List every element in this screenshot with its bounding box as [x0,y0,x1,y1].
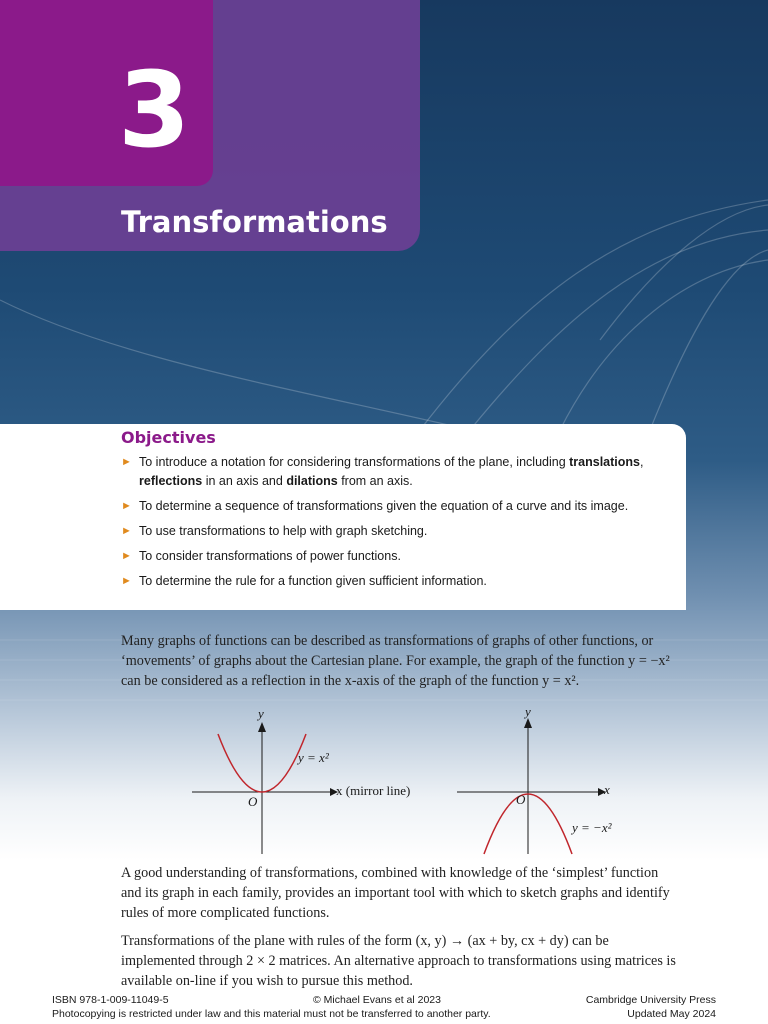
footer-isbn: ISBN 978-1-009-11049-5 [52,994,169,1006]
page-footer [0,992,768,1024]
footer-notice: Photocopying is restricted under law and this material must not be transferred to another party. [52,1008,491,1020]
objective-keyword: translations [569,455,640,469]
y-axis-label: y [258,708,264,721]
objective-item [121,497,661,516]
x-axis-label: x [604,782,610,797]
origin-label: O [248,794,258,809]
objectives-list [121,453,661,597]
matrices-paragraph: Transformations of the plane with rules of the form (x, y) → (ax + by, cx + dy) can be implemented through 2 × 2 matrices. An alternative approach to transformations using matrices is available on-line if you wish to pursue this method. [121,933,676,989]
objective-text: To introduce a notation for considering transformations of the plane, including [139,455,570,469]
objective-keyword: dilations [286,474,338,488]
objective-text: in an axis and [202,474,287,488]
objective-text: To use transformations to help with graph sketching. [139,524,428,538]
graph-y-equals-negative-x-squared [457,708,613,854]
footer-copyright: © Michael Evans et al 2023 [313,994,441,1006]
objective-text: To consider transformations of power functions. [139,549,401,563]
origin-label: O [516,792,526,807]
objective-item [121,572,661,591]
objective-keyword: reflections [139,474,203,488]
reflection-graphs [180,708,640,858]
objective-item [121,522,661,541]
y-axis-label: y [525,708,531,719]
objective-text: from an axis. [337,474,413,488]
footer-publisher: Cambridge University Press [585,994,716,1006]
curve-label: y = x² [298,750,329,765]
bullet-arrow-icon: ► [121,550,132,562]
chapter-title: Transformations [121,205,388,239]
bullet-arrow-icon: ► [121,456,132,468]
intro-paragraph: Many graphs of functions can be described as transformations of graphs of other functions, or ‘movements’ of graphs about the Cartesian plane. For example, the graph of the function y = −x² can be considered as a reflection in the x-axis of the graph of the function y = x². [121,633,670,689]
bullet-arrow-icon: ► [121,500,132,512]
objective-text: To determine a sequence of transformations given the equation of a curve and its image. [139,499,629,513]
curve-label: y = −x² [572,820,612,835]
bullet-arrow-icon: ► [121,525,132,537]
x-axis-label: x (mirror line) [336,783,411,798]
objective-text: , [639,455,644,469]
y-axis-arrow-icon [524,718,532,728]
chapter-number: 3 [118,49,191,171]
graph-y-equals-x-squared [192,708,410,854]
objectives-heading: Objectives [121,428,216,447]
objective-item [121,547,661,566]
y-axis-arrow-icon [258,722,266,732]
footer-updated: Updated May 2024 [627,1008,716,1020]
bullet-arrow-icon: ► [121,575,132,587]
objective-text: To determine the rule for a function given sufficient information. [139,574,487,588]
understanding-paragraph: A good understanding of transformations, combined with knowledge of the ‘simplest’ function and its graph in each family, provides an important tool with which to sketch graphs and identify rules of more complicated functions. [121,865,670,921]
objective-item [121,453,661,491]
